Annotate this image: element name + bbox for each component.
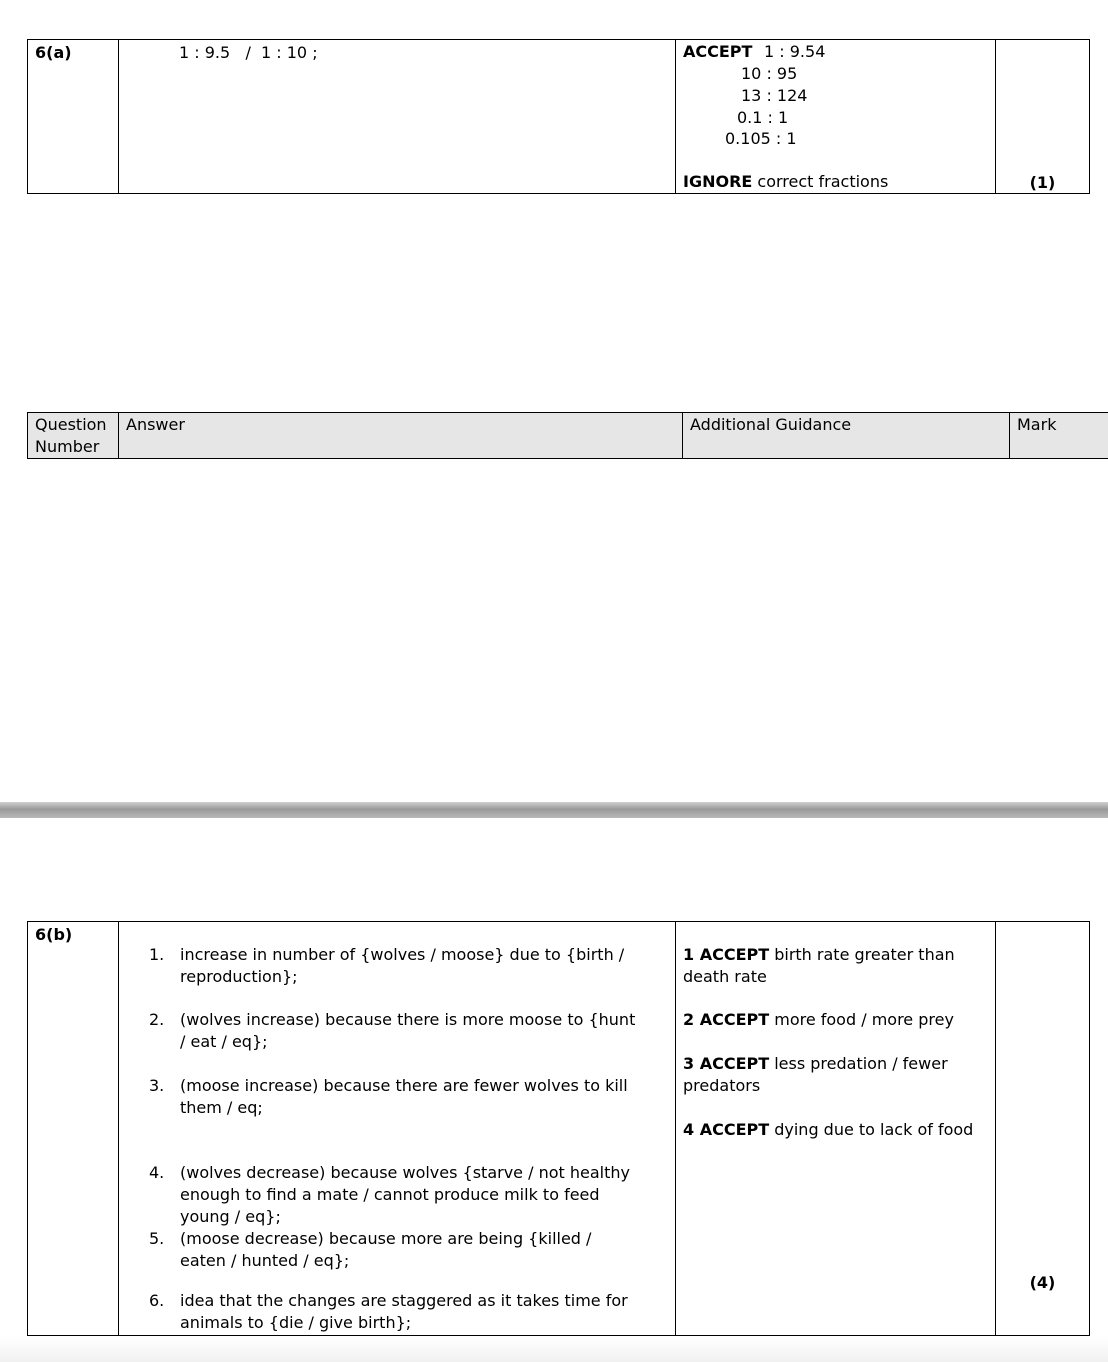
guidance-item [683, 1009, 983, 1031]
list-item [119, 1290, 639, 1334]
header-question-line: Question [35, 415, 107, 434]
question-6b-table [27, 921, 1090, 1336]
guidance-item [683, 944, 983, 988]
question-number: 6(a) [28, 40, 119, 194]
mark-value: (4) [1029, 1273, 1056, 1292]
page-bottom-shadow [0, 1336, 1108, 1362]
guidance-label: 1 ACCEPT [683, 945, 770, 964]
guidance-item [683, 1119, 983, 1141]
mark-cell [996, 40, 1090, 194]
item-text: (wolves decrease) because wolves {starve / not healthy enough to find a mate / cannot produce milk to feed young / eq}; [180, 1163, 630, 1226]
guidance-label: 4 ACCEPT [683, 1120, 770, 1139]
item-text: increase in number of {wolves / moose} due to {birth / reproduction}; [180, 945, 625, 986]
header-number-line: Number [35, 437, 100, 456]
item-number: 3. [149, 1076, 165, 1095]
column-header-table [27, 412, 1108, 459]
mark-cell [996, 922, 1090, 1336]
list-item [119, 1075, 639, 1119]
header-answer: Answer [119, 413, 683, 459]
answer-cell [119, 922, 676, 1336]
accept-value: 13 : 124 [741, 86, 808, 105]
item-number: 2. [149, 1010, 165, 1029]
list-item [119, 1162, 639, 1228]
accept-value: 10 : 95 [741, 64, 798, 83]
guidance-cell [676, 922, 996, 1336]
list-item [119, 944, 639, 988]
mark-value: (1) [1029, 173, 1056, 192]
item-number: 1. [149, 945, 165, 964]
header-guidance: Additional Guidance [683, 413, 1010, 459]
list-item [119, 1009, 639, 1053]
accept-value: 0.1 : 1 [737, 108, 789, 127]
header-question-number [28, 413, 119, 459]
guidance-cell [676, 40, 996, 194]
item-number: 4. [149, 1163, 165, 1182]
list-item [119, 1228, 639, 1272]
item-text: (moose increase) because there are fewer wolves to kill them / eq; [180, 1076, 628, 1117]
guidance-label: 3 ACCEPT [683, 1054, 770, 1073]
guidance-text: more food / more prey [769, 1010, 954, 1029]
item-number: 5. [149, 1229, 165, 1248]
ignore-note [683, 171, 888, 193]
question-number: 6(b) [28, 922, 119, 1336]
item-text: idea that the changes are staggered as it takes time for animals to {die / give birth}; [180, 1291, 628, 1332]
guidance-item [683, 1053, 983, 1097]
accept-value: 1 : 9.54 [764, 42, 826, 61]
answer-cell [119, 40, 676, 194]
accept-label: ACCEPT [683, 42, 753, 61]
ignore-text: correct fractions [752, 172, 889, 191]
guidance-text: less predation / fewer predators [683, 1054, 948, 1095]
item-text: (moose decrease) because more are being {killed / eaten / hunted / eq}; [180, 1229, 592, 1270]
item-text: (wolves increase) because there is more moose to {hunt / eat / eq}; [180, 1010, 636, 1051]
guidance-label: 2 ACCEPT [683, 1010, 770, 1029]
ignore-label: IGNORE [683, 172, 753, 191]
answer-text: 1 : 9.5 / 1 : 10 ; [179, 43, 318, 62]
page-divider [0, 802, 1108, 818]
question-6a-table [27, 39, 1090, 194]
guidance-text: birth rate greater than death rate [683, 945, 955, 986]
header-mark: Mark [1010, 413, 1108, 459]
guidance-text: dying due to lack of food [769, 1120, 974, 1139]
item-number: 6. [149, 1291, 165, 1310]
accept-value: 0.105 : 1 [725, 129, 797, 148]
